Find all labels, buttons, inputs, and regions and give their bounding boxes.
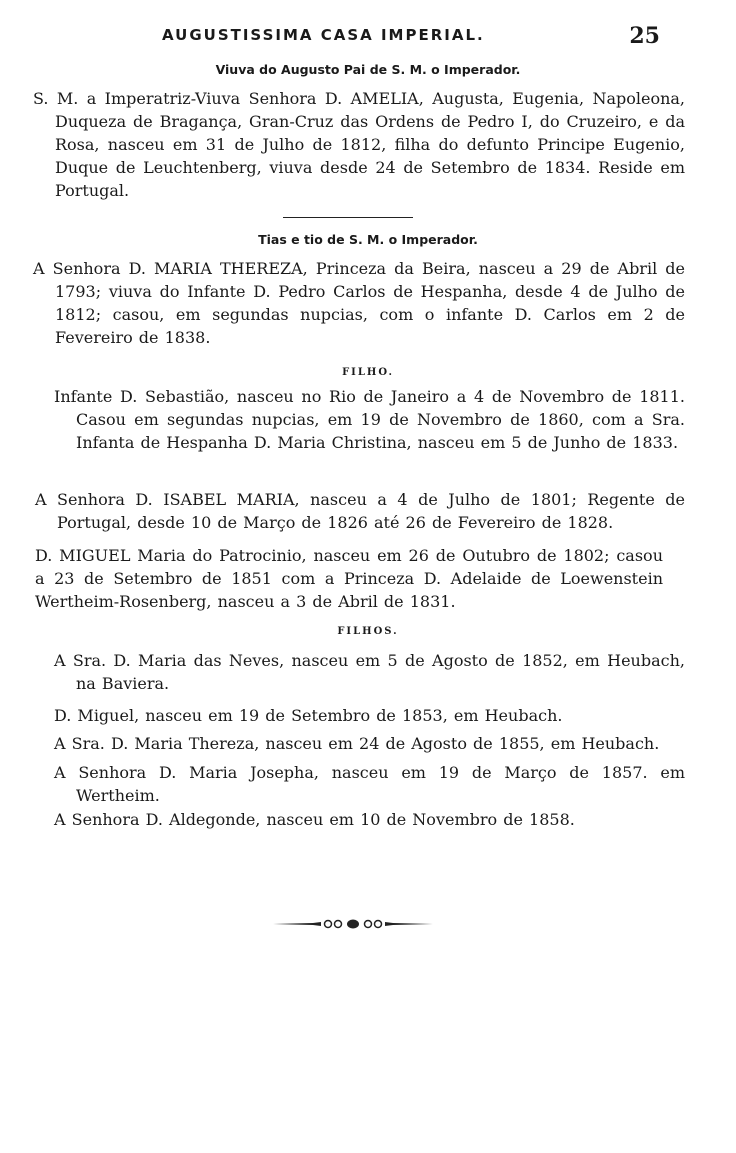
entry-maria-josepha: A Senhora D. Maria Josepha, nasceu em 19 de Março de 1857. em Wertheim. [54,763,685,805]
running-head [0,23,736,54]
entry-d-miguel-jr: D. Miguel, nasceu em 19 de Setembro de 1853, em Heubach. [54,706,563,725]
entry-maria-thereza-jr: A Sra. D. Maria Thereza, nasceu em 24 de Agosto de 1855, em Heubach. [54,734,660,753]
ornamental-tailpiece [273,917,433,931]
section-heading-widow: Viuva do Augusto Pai de S. M. o Imperador. [215,62,521,77]
section-divider [283,217,413,218]
entry-isabel-maria: A Senhora D. ISABEL MARIA, nasceu a 4 de Julho de 1801; Regente de Portugal, desde 10 de Março de 1826 até 26 de Fevereiro de 1828. [35,490,685,532]
sub-heading-filho: FILHO. [342,367,394,378]
entry-sebastiao: Infante D. Sebastião, nasceu no Rio de Janeiro a 4 de Novembro de 1811. Casou em segundas nupcias, em 19 de Novembro de 1860, com a Sra. Infanta de Hespanha D. Maria Christina, nasceu em 5 de Junho de 1833. [54,387,685,452]
entry-miguel: D. MIGUEL Maria do Patrocinio, nasceu em 26 de Outubro de 1802; casou a 23 de Setembro de 1851 com a Princeza D. Adelaide de Loewenstein Wertheim-Rosenberg, nasceu a 3 de Abril de 1831. [35,546,663,611]
running-title: AUGUSTISSIMA CASA IMPERIAL. [162,26,485,44]
sub-heading-filhos: FILHOS. [337,626,399,637]
entry-maria-das-neves: A Sra. D. Maria das Neves, nasceu em 5 de Agosto de 1852, em Heubach, na Baviera. [54,651,685,693]
section-heading-aunts: Tias e tio de S. M. o Imperador. [258,232,478,247]
entry-aldegonde: A Senhora D. Aldegonde, nasceu em 10 de Novembro de 1858. [54,810,575,829]
entry-amelia: S. M. a Imperatriz-Viuva Senhora D. AMELIA, Augusta, Eugenia, Napoleona, Duqueza de Bragança, Gran-Cruz das Ordens de Pedro I, do Cruzeiro, e da Rosa, nasceu em 31 de Julho de 1812, filha do defunto Principe Eugenio, Duque de Leuchtenberg, viuva desde 24 de Setembro de 1834. Reside em Portugal. [33,89,685,200]
page-number: 25 [629,23,660,49]
entry-maria-thereza: A Senhora D. MARIA THEREZA, Princeza da Beira, nasceu a 29 de Abril de 1793; viuva do Infante D. Pedro Carlos de Hespanha, desde 4 de Julho de 1812; casou, em segundas nupcias, com o infante D. Carlos em 2 de Fevereiro de 1838. [33,259,685,347]
